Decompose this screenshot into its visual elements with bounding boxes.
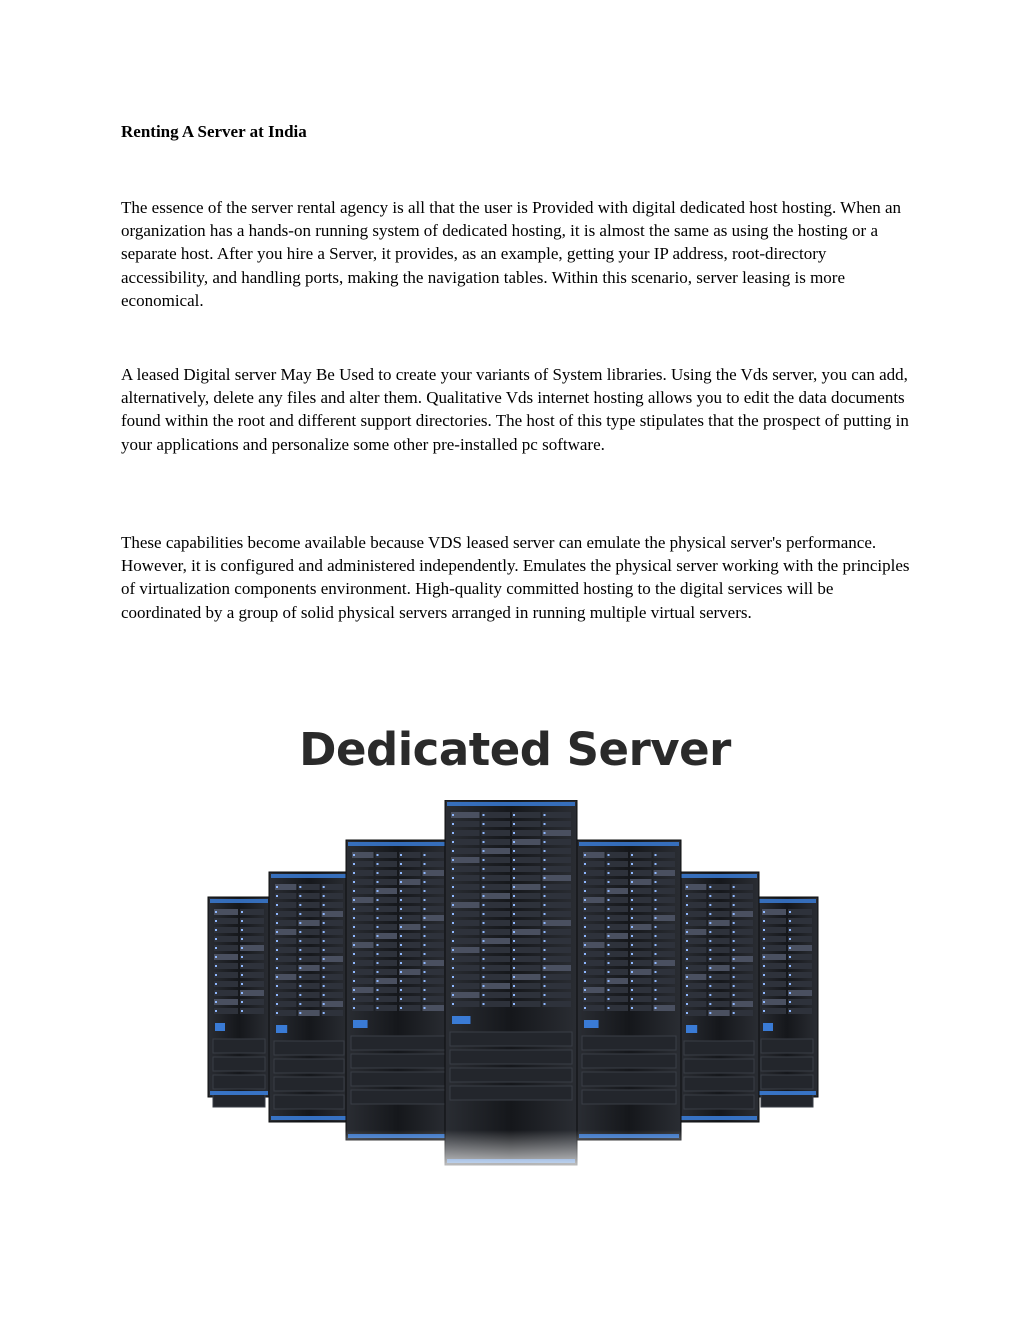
server-rack [208, 897, 270, 1107]
server-rack [346, 840, 450, 1140]
server-rack [269, 872, 349, 1122]
server-rack [577, 840, 681, 1140]
server-racks-illustration [200, 800, 830, 1180]
dedicated-server-image [200, 715, 830, 1185]
paragraph-2: A leased Digital server May Be Used to create your variants of System libraries. Using the Vds server, you can add, alternatively, delete any files and alter them. Qualitative Vds internet hosting allows you to edit the data documents found within the root and different support directories. The host of this type stipulates that the prospect of putting in your applications and personalize some other pre-installed pc software. [121, 365, 909, 454]
paragraph-1: The essence of the server rental agency is all that the user is Provided with digital dedicated host hosting. When an organization has a hands-on running system of dedicated hosting, it is almost the same as using the hosting or a separate host. After you hire a Server, it provides, as an example, getting your IP address, root-directory accessibility, and handling ports, making the navigation tables. Within this scenario, server leasing is more economical. [121, 198, 902, 310]
document-title: Renting A Server at India [121, 122, 307, 141]
paragraph-3: These capabilities become available because VDS leased server can emulate the physical server's performance. However, it is configured and administered independently. Emulates the physical server working with the principles of virtualization components environment. High-quality committed hosting to the digital services will be coordinated by a group of solid physical servers arranged in running multiple virtual servers. [121, 533, 910, 622]
server-rack [445, 800, 577, 1165]
figure-heading: Dedicated Server [299, 723, 731, 776]
server-rack [679, 872, 759, 1122]
server-rack [756, 897, 818, 1107]
